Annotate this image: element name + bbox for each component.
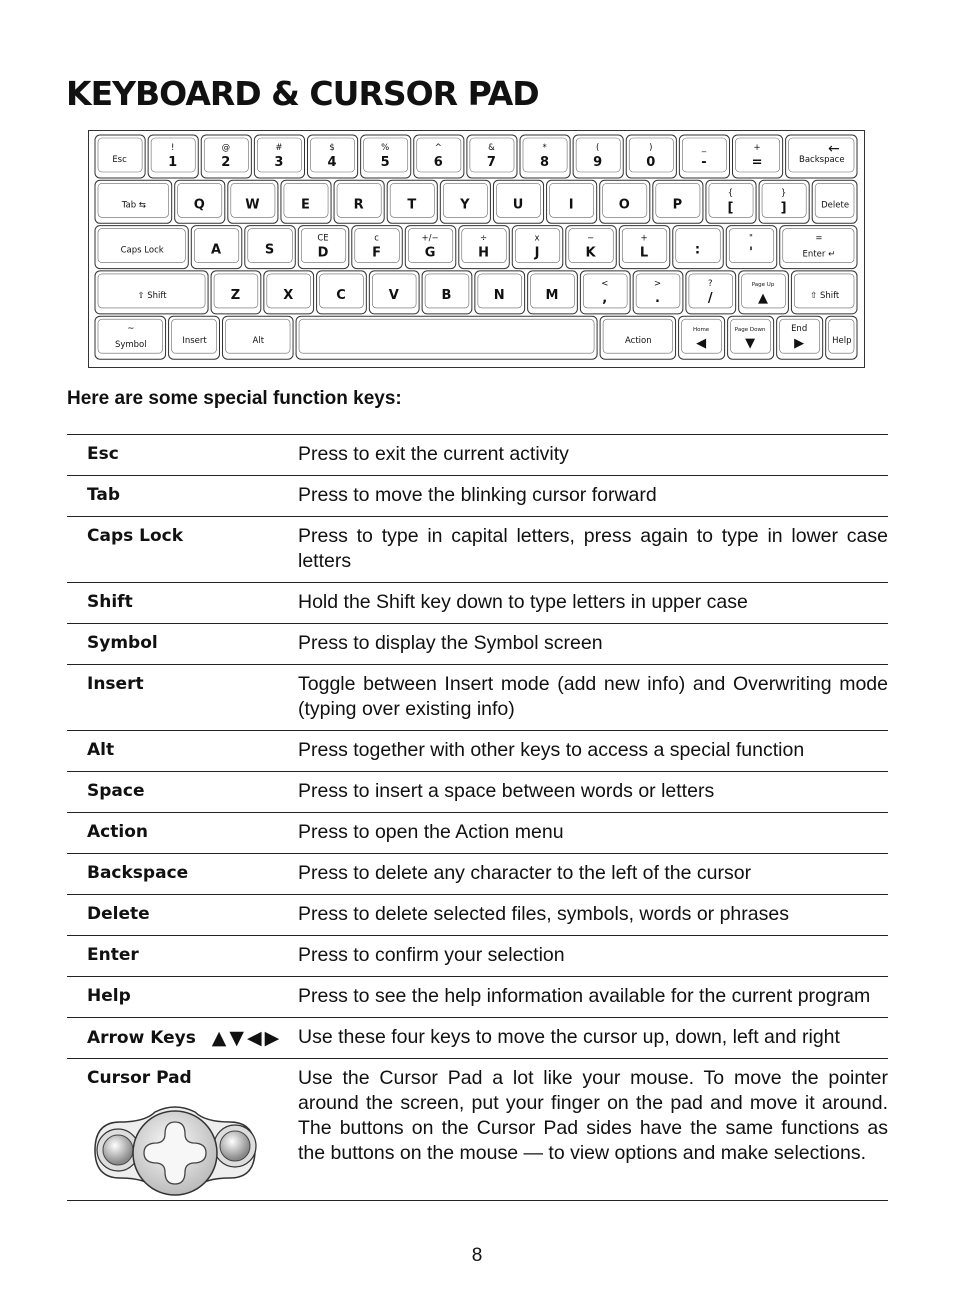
keyboard-key	[780, 226, 857, 269]
key-label: M	[545, 287, 559, 303]
key-label: :	[694, 242, 701, 258]
keyboard-key	[201, 135, 251, 178]
intro-text: Here are some special function keys:	[67, 388, 402, 409]
table-row	[67, 771, 888, 812]
key-top-label: *	[542, 143, 547, 153]
keyboard-key	[148, 135, 198, 178]
keyboard-key	[566, 226, 616, 269]
key-label: V	[388, 287, 399, 303]
key-top-label: Page Up	[751, 281, 775, 288]
key-top-label: #	[275, 143, 283, 153]
key-label: W	[245, 197, 260, 213]
key-name-cell	[67, 1059, 298, 1200]
keyboard-key	[264, 271, 314, 314]
keyboard-key	[733, 135, 783, 178]
key-label: .	[655, 290, 660, 306]
key-description: Press to delete any character to the left of the cursor	[298, 862, 752, 884]
key-symbol: ←	[827, 141, 840, 157]
key-label: C	[336, 287, 346, 303]
table-row	[67, 475, 888, 516]
keyboard-key	[679, 135, 729, 178]
key-name: Action	[87, 822, 148, 842]
key-top-label: Page Down	[734, 327, 766, 334]
key-label: Alt	[252, 336, 265, 347]
keyboard-key	[414, 135, 464, 178]
key-label: ⇧ Shift	[810, 290, 840, 301]
table-row	[67, 730, 888, 771]
key-label: Tab ⇆	[121, 200, 146, 211]
keyboard-key	[95, 135, 145, 178]
key-label: ,	[602, 290, 608, 306]
key-label: 5	[380, 155, 390, 170]
key-label: A	[211, 242, 222, 258]
key-label: R	[353, 197, 364, 213]
key-description: Press to exit the current activity	[298, 443, 569, 465]
keyboard-key	[600, 316, 675, 359]
keyboard-key	[169, 316, 220, 359]
key-top-label: %	[381, 143, 390, 153]
key-label: T	[407, 197, 417, 213]
key-label: ▼	[745, 336, 756, 352]
keyboard-key	[791, 271, 857, 314]
key-label: Insert	[182, 336, 207, 347]
keyboard-key	[369, 271, 419, 314]
keyboard-key	[728, 316, 774, 359]
key-top-label: End	[791, 324, 808, 335]
key-top-label: <	[601, 278, 609, 289]
function-keys-table	[67, 434, 888, 1201]
keyboard-key	[95, 271, 208, 314]
keyboard-key	[440, 180, 490, 223]
key-label: J	[534, 245, 540, 261]
key-label: '	[749, 245, 753, 261]
table-row	[67, 623, 888, 664]
key-label: Esc	[112, 155, 127, 165]
key-label: Symbol	[114, 340, 147, 351]
page-number: 8	[471, 1245, 483, 1266]
key-label: X	[283, 287, 294, 303]
key-description: Hold the Shift key down to type letters in upper case	[298, 591, 748, 613]
keyboard-key	[673, 226, 723, 269]
keyboard-key	[308, 135, 358, 178]
keyboard-key	[826, 316, 857, 359]
key-top-label: _	[701, 143, 707, 153]
keyboard-key	[352, 226, 402, 269]
key-name: Enter	[87, 945, 139, 965]
key-label: Action	[625, 336, 652, 347]
key-label: Enter ↵	[802, 249, 836, 260]
arrow-keys-icon: ▲▼◀▶	[211, 1027, 283, 1049]
key-label: =	[751, 155, 763, 170]
key-name: Space	[87, 781, 145, 801]
key-label: H	[478, 245, 489, 261]
keyboard-key	[580, 271, 630, 314]
keyboard-key	[191, 226, 241, 269]
key-label: Q	[193, 197, 205, 213]
key-name: Esc	[87, 444, 119, 464]
key-label: ◀	[696, 336, 707, 352]
key-description: Use these four keys to move the cursor up, down, left and right	[298, 1026, 840, 1048]
keyboard-key	[633, 271, 683, 314]
key-name: Caps Lock	[87, 526, 184, 546]
keyboard-key	[726, 226, 776, 269]
keyboard-key	[528, 271, 578, 314]
key-top-label: @	[221, 143, 231, 153]
key-top-label: >	[653, 278, 662, 289]
key-label: U	[512, 197, 524, 213]
keyboard-key	[296, 316, 597, 359]
key-description: Toggle between Insert mode (add new info) and Overwriting mode (typing over existing info)	[298, 673, 888, 720]
key-label: Y	[460, 197, 470, 213]
key-top-label: (	[596, 143, 600, 153]
key-description: Press to delete selected files, symbols, words or phrases	[298, 903, 789, 925]
keyboard-key	[422, 271, 472, 314]
key-label: O	[618, 197, 630, 213]
key-top-label: +	[753, 143, 761, 153]
key-top-label: )	[649, 143, 653, 153]
keyboard-key	[653, 180, 703, 223]
key-label: 2	[221, 155, 231, 170]
keyboard-key	[739, 271, 789, 314]
key-name: Tab	[87, 485, 121, 505]
key-description: Press to see the help information available for the current program	[298, 985, 871, 1007]
key-label: 6	[433, 155, 443, 170]
key-label: D	[317, 245, 329, 261]
key-label: [	[727, 200, 734, 216]
key-top-label: ?	[708, 278, 713, 289]
keyboard-key	[786, 135, 857, 178]
key-description: Press to confirm your selection	[298, 944, 565, 966]
keyboard-key	[361, 135, 411, 178]
key-name: Shift	[87, 592, 133, 612]
key-label: 1	[168, 155, 178, 170]
key-top-label: Home	[692, 327, 710, 334]
key-label: Help	[832, 336, 852, 347]
key-top-label: "	[749, 233, 753, 244]
keyboard-key	[245, 226, 295, 269]
key-top-label: ^	[434, 143, 442, 153]
keyboard-key	[405, 226, 455, 269]
key-top-label: $	[329, 143, 335, 153]
key-description: Press to type in capital letters, press again to type in lower case letters	[298, 525, 888, 572]
key-name: Symbol	[87, 633, 158, 653]
keyboard-key	[706, 180, 756, 223]
key-top-label: +	[640, 233, 648, 244]
key-description: Use the Cursor Pad a lot like your mouse. To move the pointer around the screen, put your finger on the pad and move it around. The buttons on the Cursor Pad sides have the same functions as the buttons on the mouse — to view options and make selections.	[298, 1067, 888, 1164]
key-label: /	[707, 290, 713, 306]
key-name-cell	[67, 1018, 298, 1058]
keyboard-key	[175, 180, 225, 223]
keyboard-key	[520, 135, 570, 178]
keyboard-key	[95, 226, 188, 269]
key-label: Backspace	[799, 155, 845, 165]
keyboard-key	[600, 180, 650, 223]
key-name: Cursor Pad	[87, 1068, 192, 1088]
table-row	[67, 664, 888, 730]
key-top-label: }	[780, 188, 787, 199]
key-description: Press to display the Symbol screen	[298, 632, 603, 654]
key-label: 7	[486, 155, 496, 170]
table-row	[67, 516, 888, 582]
keyboard-key	[759, 180, 809, 223]
key-top-label: +/−	[421, 233, 439, 244]
key-label: Z	[230, 287, 241, 303]
table-row	[67, 935, 888, 976]
table-row	[67, 853, 888, 894]
keyboard-key	[95, 316, 166, 359]
keyboard-key	[619, 226, 669, 269]
key-description: Press together with other keys to access a special function	[298, 739, 805, 761]
key-label: ]	[780, 200, 787, 216]
key-label: E	[301, 197, 310, 213]
key-name: Alt	[87, 740, 115, 760]
keyboard-key	[317, 271, 367, 314]
key-top-label: −	[586, 233, 595, 244]
cursor-pad-icon	[85, 1100, 265, 1200]
key-label: 4	[327, 155, 337, 170]
key-label: -	[701, 155, 707, 170]
key-label: F	[372, 245, 381, 261]
table-row	[67, 812, 888, 853]
key-label: 9	[593, 155, 603, 170]
keyboard-key	[812, 180, 857, 223]
key-label: 0	[646, 155, 656, 170]
key-label: ▲	[758, 290, 769, 306]
key-name: Delete	[87, 904, 150, 924]
key-top-label: {	[727, 188, 734, 199]
key-label: L	[639, 245, 649, 261]
table-row	[67, 894, 888, 935]
keyboard-key	[334, 180, 384, 223]
keyboard-key	[467, 135, 517, 178]
keyboard-key	[223, 316, 294, 359]
keyboard-key	[211, 271, 261, 314]
key-label: Delete	[821, 200, 850, 211]
table-row	[67, 582, 888, 623]
page-title: KEYBOARD & CURSOR PAD	[66, 74, 539, 113]
table-row	[67, 976, 888, 1017]
key-label: N	[493, 287, 505, 303]
keyboard-key	[254, 135, 304, 178]
key-label: ⇧ Shift	[137, 290, 167, 301]
keyboard-key	[686, 271, 736, 314]
keyboard-key	[95, 180, 172, 223]
key-top-label: x	[534, 233, 540, 244]
keyboard-key	[493, 180, 543, 223]
table-row	[67, 1017, 888, 1058]
key-name: Help	[87, 986, 131, 1006]
key-label: G	[424, 245, 436, 261]
key-top-label: =	[815, 233, 823, 244]
key-label: B	[441, 287, 452, 303]
keyboard-key	[281, 180, 331, 223]
key-top-label: !	[170, 143, 175, 153]
key-top-label: &	[488, 143, 495, 153]
keyboard-illustration	[88, 130, 865, 368]
keyboard-key	[547, 180, 597, 223]
key-label: Caps Lock	[120, 245, 164, 256]
key-label: 8	[540, 155, 550, 170]
key-name: Arrow Keys	[87, 1028, 196, 1048]
key-name: Insert	[87, 674, 144, 694]
key-label: I	[568, 197, 574, 213]
keyboard-key	[228, 180, 278, 223]
key-description: Press to open the Action menu	[298, 821, 564, 843]
key-label: ▶	[794, 336, 805, 352]
key-top-label: CE	[317, 233, 329, 244]
keyboard-key	[387, 180, 437, 223]
key-description: Press to move the blinking cursor forward	[298, 484, 657, 506]
keyboard-key	[573, 135, 623, 178]
key-top-label: ÷	[479, 233, 488, 244]
key-label: K	[585, 245, 596, 261]
key-label: 3	[274, 155, 284, 170]
keyboard-key	[298, 226, 348, 269]
key-label: P	[672, 197, 683, 213]
keyboard-key	[512, 226, 562, 269]
keyboard-key	[679, 316, 725, 359]
key-top-label: ~	[127, 324, 135, 335]
table-row	[67, 434, 888, 475]
key-description: Press to insert a space between words or letters	[298, 780, 715, 802]
keyboard-key	[459, 226, 509, 269]
key-name: Backspace	[87, 863, 189, 883]
key-label: S	[264, 242, 275, 258]
keyboard-key	[626, 135, 676, 178]
keyboard-key	[475, 271, 525, 314]
keyboard-key	[777, 316, 823, 359]
table-row	[67, 1058, 888, 1201]
key-top-label: c	[374, 233, 379, 244]
